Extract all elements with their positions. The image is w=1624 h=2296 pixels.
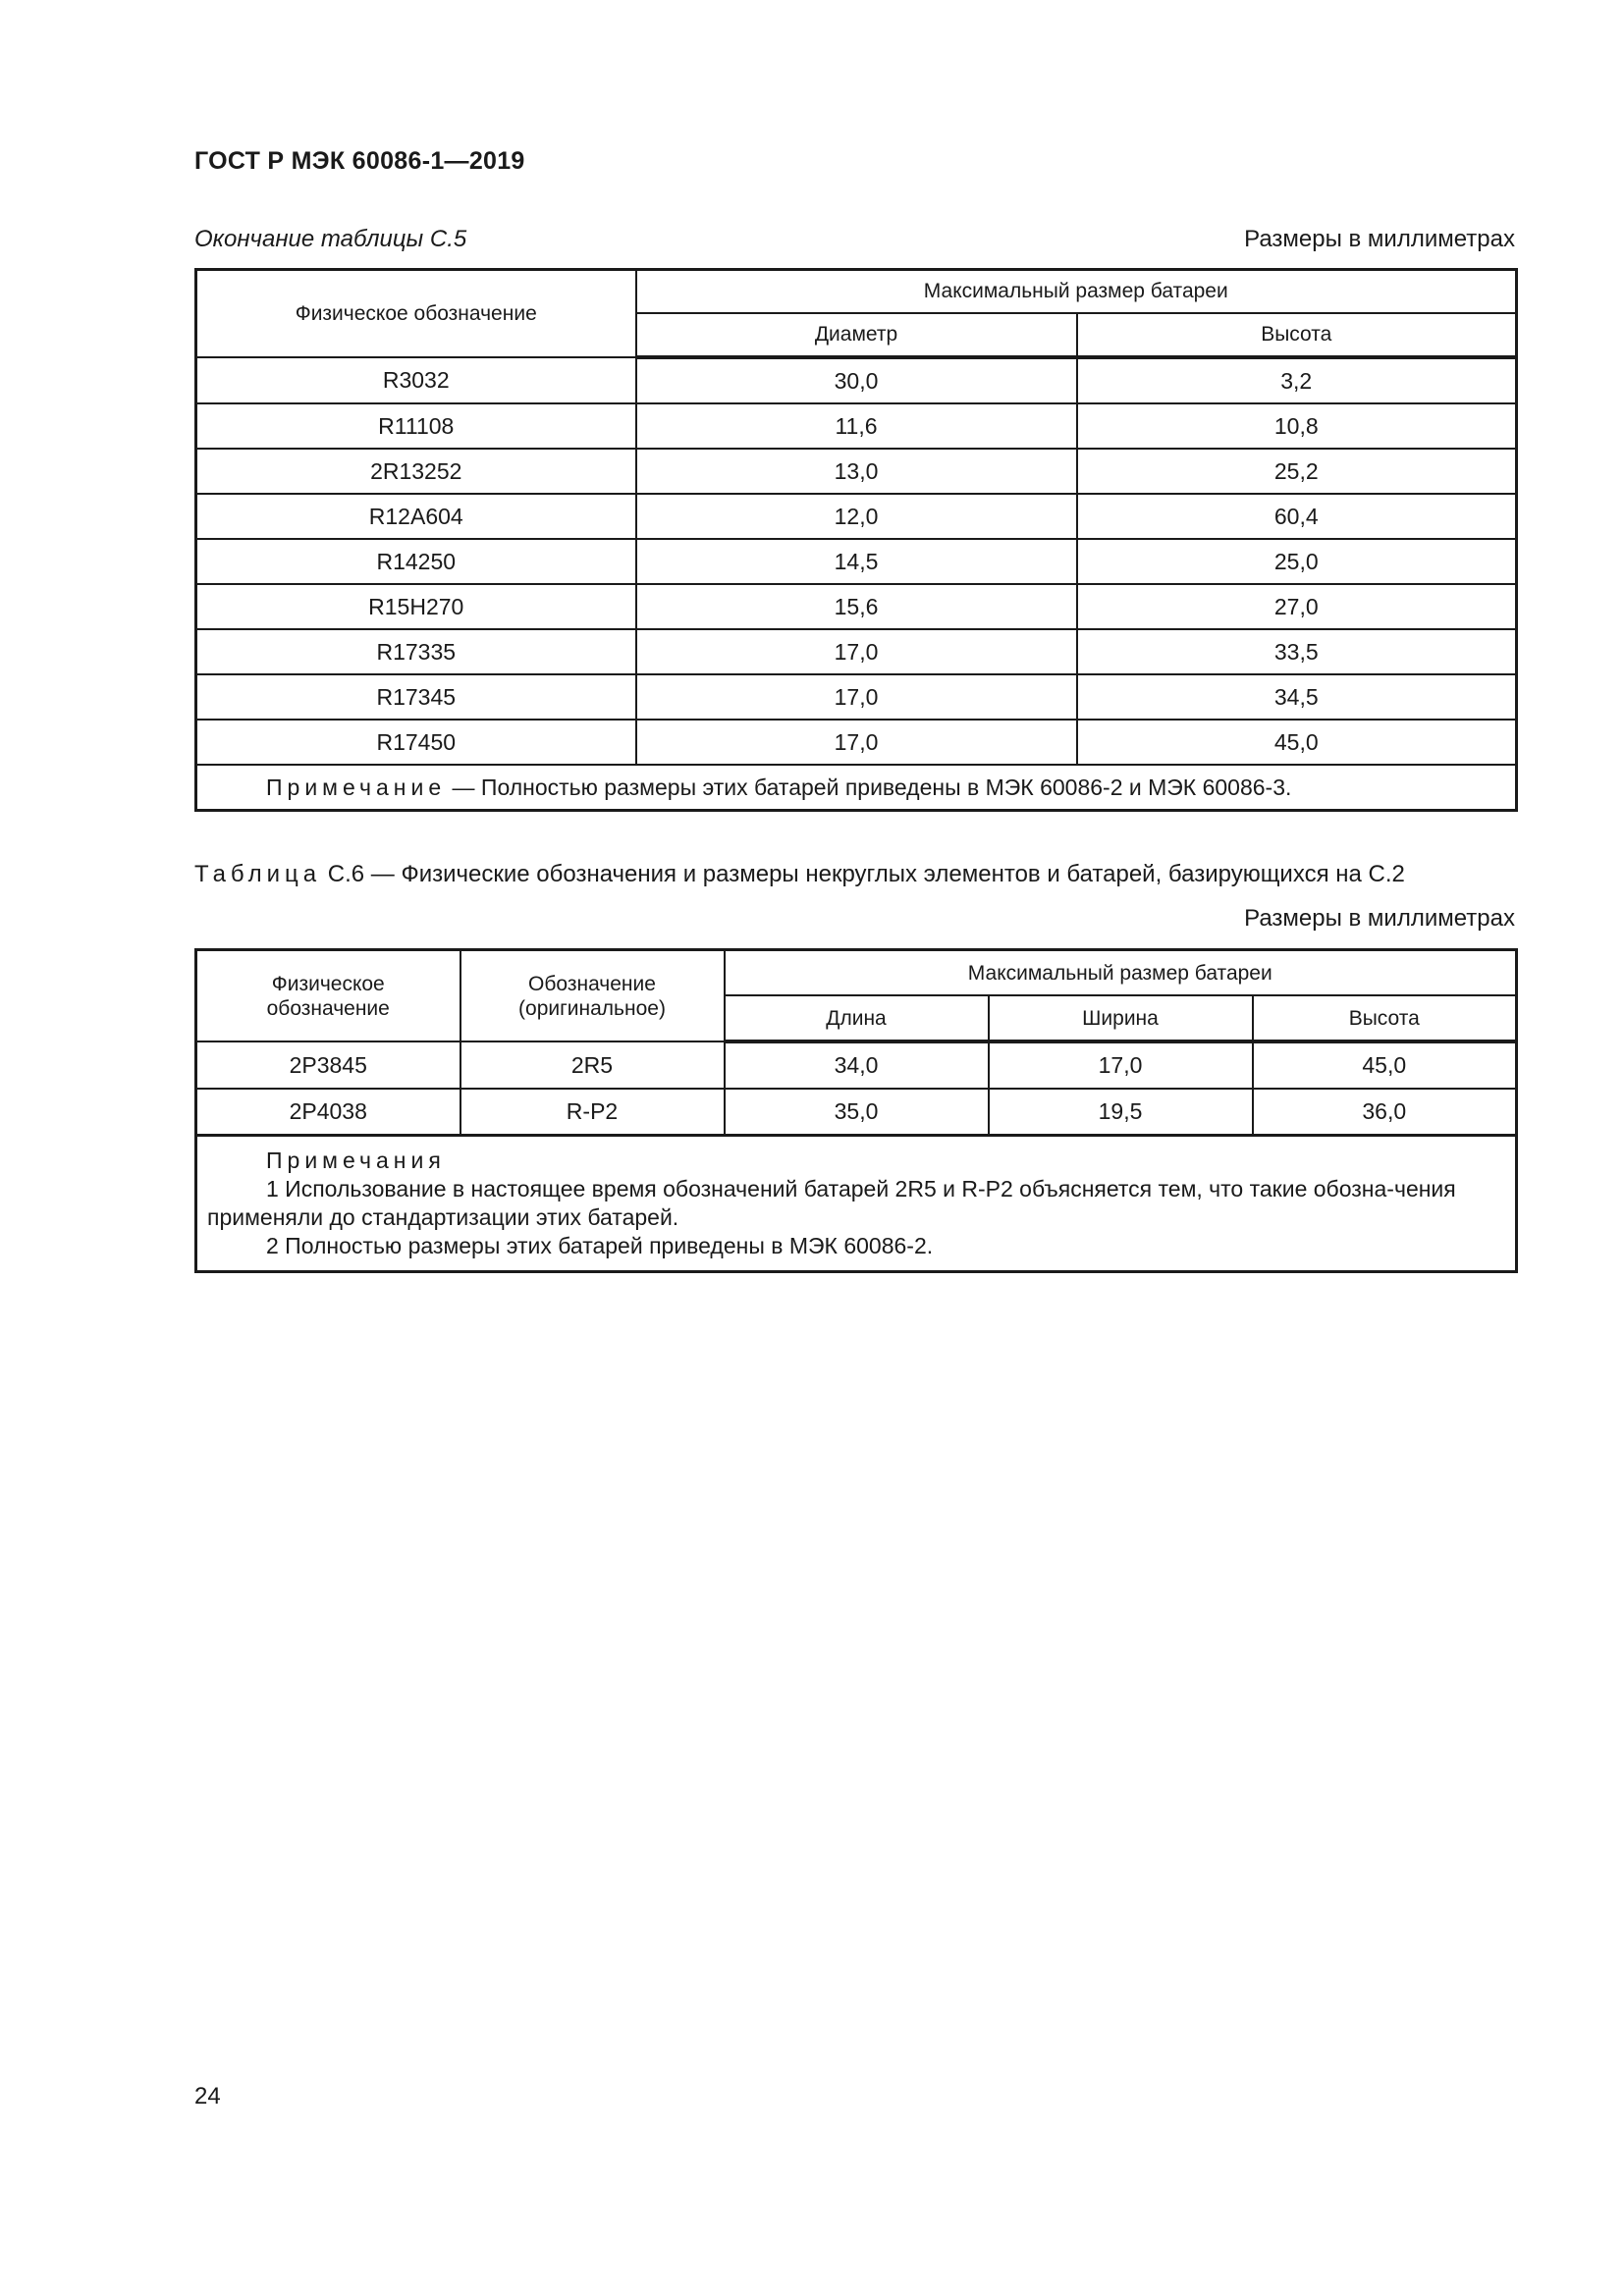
table1-cell-designation: R3032 <box>196 357 636 403</box>
table1-cell-height: 25,2 <box>1077 449 1517 494</box>
table-row <box>196 720 1517 765</box>
table2-header-physical <box>196 950 460 1042</box>
table1-cell-diameter: 11,6 <box>636 403 1077 449</box>
table-row <box>196 674 1517 720</box>
table-row <box>196 539 1517 584</box>
table1-cell-diameter: 15,6 <box>636 584 1077 629</box>
table1-note-text: — Полностью размеры этих батарей приведены в МЭК 60086-2 и МЭК 60086-3. <box>446 774 1292 800</box>
table2-note-1: 1 Использование в настоящее время обозначений батарей 2R5 и R-P2 объясняется тем, что такие обозна-чения применяли до стандартизации этих батарей. <box>207 1176 1456 1230</box>
table1-cell-diameter: 30,0 <box>636 357 1077 403</box>
table2-header-original-line2: (оригинальное) <box>518 996 666 1020</box>
table1-cell-diameter: 14,5 <box>636 539 1077 584</box>
table1-units: Размеры в миллиметрах <box>1244 226 1515 252</box>
table2-header-original <box>460 950 725 1042</box>
table1-note-row <box>196 765 1517 811</box>
table2-header-height: Высота <box>1253 995 1517 1041</box>
table1-header-group: Максимальный размер батареи <box>636 270 1517 314</box>
table1-cell-height: 34,5 <box>1077 674 1517 720</box>
table-row <box>196 1089 1517 1136</box>
table2-cell-original: 2R5 <box>460 1041 725 1089</box>
table1-cell-designation: R11108 <box>196 403 636 449</box>
table1-cell-designation: R14250 <box>196 539 636 584</box>
table2-units: Размеры в миллиметрах <box>1244 905 1515 932</box>
table2-cell-length: 35,0 <box>725 1089 989 1136</box>
table2-cell-width: 17,0 <box>989 1041 1253 1089</box>
table1-cell-diameter: 13,0 <box>636 449 1077 494</box>
table2-header-group: Максимальный размер батареи <box>725 950 1517 996</box>
table1-cell-height: 10,8 <box>1077 403 1517 449</box>
table1-cell-designation: R17345 <box>196 674 636 720</box>
table-c5-end <box>194 268 1518 812</box>
table1-header-designation: Физическое обозначение <box>196 270 636 358</box>
table1-cell-diameter: 17,0 <box>636 629 1077 674</box>
table1-header-diameter: Диаметр <box>636 313 1077 357</box>
table1-header-height: Высота <box>1077 313 1517 357</box>
table1-cell-height: 33,5 <box>1077 629 1517 674</box>
table2-header-width: Ширина <box>989 995 1253 1041</box>
table1-note-label: Примечание <box>266 774 447 800</box>
table-row <box>196 449 1517 494</box>
table1-cell-designation: R17335 <box>196 629 636 674</box>
table2-cell-height: 45,0 <box>1253 1041 1517 1089</box>
table2-header-length: Длина <box>725 995 989 1041</box>
table2-cell-height: 36,0 <box>1253 1089 1517 1136</box>
table2-notes <box>196 1136 1517 1272</box>
table1-cell-diameter: 17,0 <box>636 720 1077 765</box>
table2-header-original-line1: Обозначение <box>528 972 656 995</box>
table1-cell-height: 60,4 <box>1077 494 1517 539</box>
table2-title-word: Таблица <box>194 861 322 887</box>
table1-cell-designation: R12A604 <box>196 494 636 539</box>
table-row <box>196 629 1517 674</box>
table1-cell-height: 25,0 <box>1077 539 1517 584</box>
table-row <box>196 494 1517 539</box>
table1-cell-designation: 2R13252 <box>196 449 636 494</box>
table1-cell-height: 3,2 <box>1077 357 1517 403</box>
table2-cell-length: 34,0 <box>725 1041 989 1089</box>
table2-notes-label: Примечания <box>266 1148 446 1173</box>
table1-cell-designation: R15H270 <box>196 584 636 629</box>
table2-header-physical-line1: Физическое <box>271 972 385 995</box>
table1-cell-height: 45,0 <box>1077 720 1517 765</box>
table-row <box>196 403 1517 449</box>
table2-header-physical-line2: обозначение <box>266 996 390 1020</box>
table1-note <box>196 765 1517 811</box>
table-row <box>196 584 1517 629</box>
table1-cell-diameter: 12,0 <box>636 494 1077 539</box>
table-row <box>196 1041 1517 1089</box>
page-number: 24 <box>194 2083 221 2109</box>
table1-caption-row <box>194 226 1515 253</box>
table2-note-2: 2 Полностью размеры этих батарей приведены в МЭК 60086-2. <box>266 1233 934 1258</box>
table2-title <box>194 861 1405 888</box>
table2-cell-physical: 2P3845 <box>196 1041 460 1089</box>
table1-cell-designation: R17450 <box>196 720 636 765</box>
table1-caption: Окончание таблицы С.5 <box>194 226 467 252</box>
table-row <box>196 357 1517 403</box>
table1-cell-height: 27,0 <box>1077 584 1517 629</box>
table1-cell-diameter: 17,0 <box>636 674 1077 720</box>
table2-notes-row <box>196 1136 1517 1272</box>
table-c6 <box>194 948 1518 1273</box>
table2-cell-width: 19,5 <box>989 1089 1253 1136</box>
document-code-header: ГОСТ Р МЭК 60086-1—2019 <box>194 147 525 175</box>
table2-cell-original: R-P2 <box>460 1089 725 1136</box>
table2-title-rest: С.6 — Физические обозначения и размеры некруглых элементов и батарей, базирующихся на С.2 <box>321 861 1405 887</box>
table2-cell-physical: 2P4038 <box>196 1089 460 1136</box>
